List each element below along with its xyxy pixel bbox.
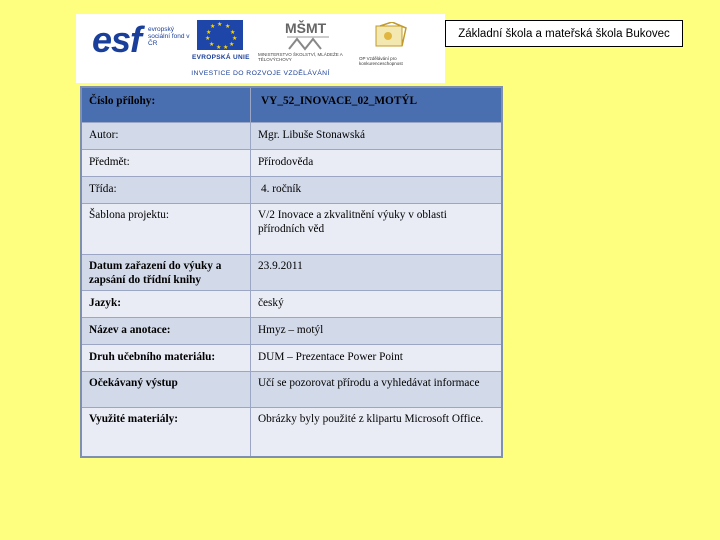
- esf-logo: [92, 19, 190, 60]
- row-label: Předmět:: [81, 149, 251, 176]
- row-value: Učí se pozorovat přírodu a vyhledávat informace: [251, 371, 503, 407]
- logo-banner: [76, 14, 445, 83]
- row-value: DUM – Prezentace Power Point: [251, 344, 503, 371]
- row-label: Druh učebního materiálu:: [81, 344, 251, 371]
- row-label: Třída:: [81, 176, 251, 203]
- row-label: Očekávaný výstup: [81, 371, 251, 407]
- row-value: V/2 Inovace a zkvalitnění výuky v oblasti přírodních věd: [251, 203, 503, 254]
- row-label: Číslo přílohy:: [81, 87, 251, 122]
- investment-tagline: INVESTICE DO ROZVOJE VZDĚLÁVÁNÍ: [191, 70, 330, 77]
- row-label: Název a anotace:: [81, 317, 251, 344]
- esf-logo-text: esf: [92, 19, 142, 60]
- row-value: 23.9.2011: [251, 254, 503, 290]
- row-value: Obrázky byly použité z klipartu Microsoft Office.: [251, 407, 503, 457]
- eu-flag-icon: ★ ★ ★ ★ ★ ★ ★ ★ ★ ★ ★: [197, 20, 243, 50]
- row-value: Hmyz – motýl: [251, 317, 503, 344]
- msmt-logo-icon: [281, 19, 337, 51]
- table-row: [81, 317, 502, 344]
- table-row: [81, 371, 502, 407]
- table-row: [81, 407, 502, 457]
- table-row: [81, 254, 502, 290]
- table-row: [81, 122, 502, 149]
- row-label: Využité materiály:: [81, 407, 251, 457]
- row-value: Mgr. Libuše Stonawská: [251, 122, 503, 149]
- table-row: [81, 344, 502, 371]
- row-label: Autor:: [81, 122, 251, 149]
- table-row: [81, 203, 502, 254]
- eu-label: EVROPSKÁ UNIE: [192, 54, 250, 61]
- esf-subtitle: evropský sociální fond v ČR: [148, 26, 190, 47]
- document-info-table: [80, 86, 503, 458]
- row-label: Datum zařazení do výuky a zapsání do třídní knihy: [81, 254, 251, 290]
- row-label: Šablona projektu:: [81, 203, 251, 254]
- school-name-box: [445, 20, 683, 47]
- table-row: [81, 149, 502, 176]
- row-value: 4. ročník: [251, 176, 503, 203]
- row-value: VY_52_INOVACE_02_MOTÝL: [251, 87, 503, 122]
- row-value: český: [251, 290, 503, 317]
- row-value: Přírodověda: [251, 149, 503, 176]
- msmt-label: MINISTERSTVO ŠKOLSTVÍ, MLÁDEŽE A TĚLOVÝCHOVY: [258, 52, 343, 62]
- opvk-label: OP Vzdělávání pro konkurenceschopnost: [359, 56, 403, 66]
- row-label: Jazyk:: [81, 290, 251, 317]
- table-row: [81, 290, 502, 317]
- msmt-logo-text: MŠMT: [285, 20, 327, 36]
- table-row: [81, 87, 502, 122]
- school-name: Základní škola a mateřská škola Bukovec: [458, 27, 670, 40]
- opvk-logo-icon: [374, 22, 410, 48]
- table-row: [81, 176, 502, 203]
